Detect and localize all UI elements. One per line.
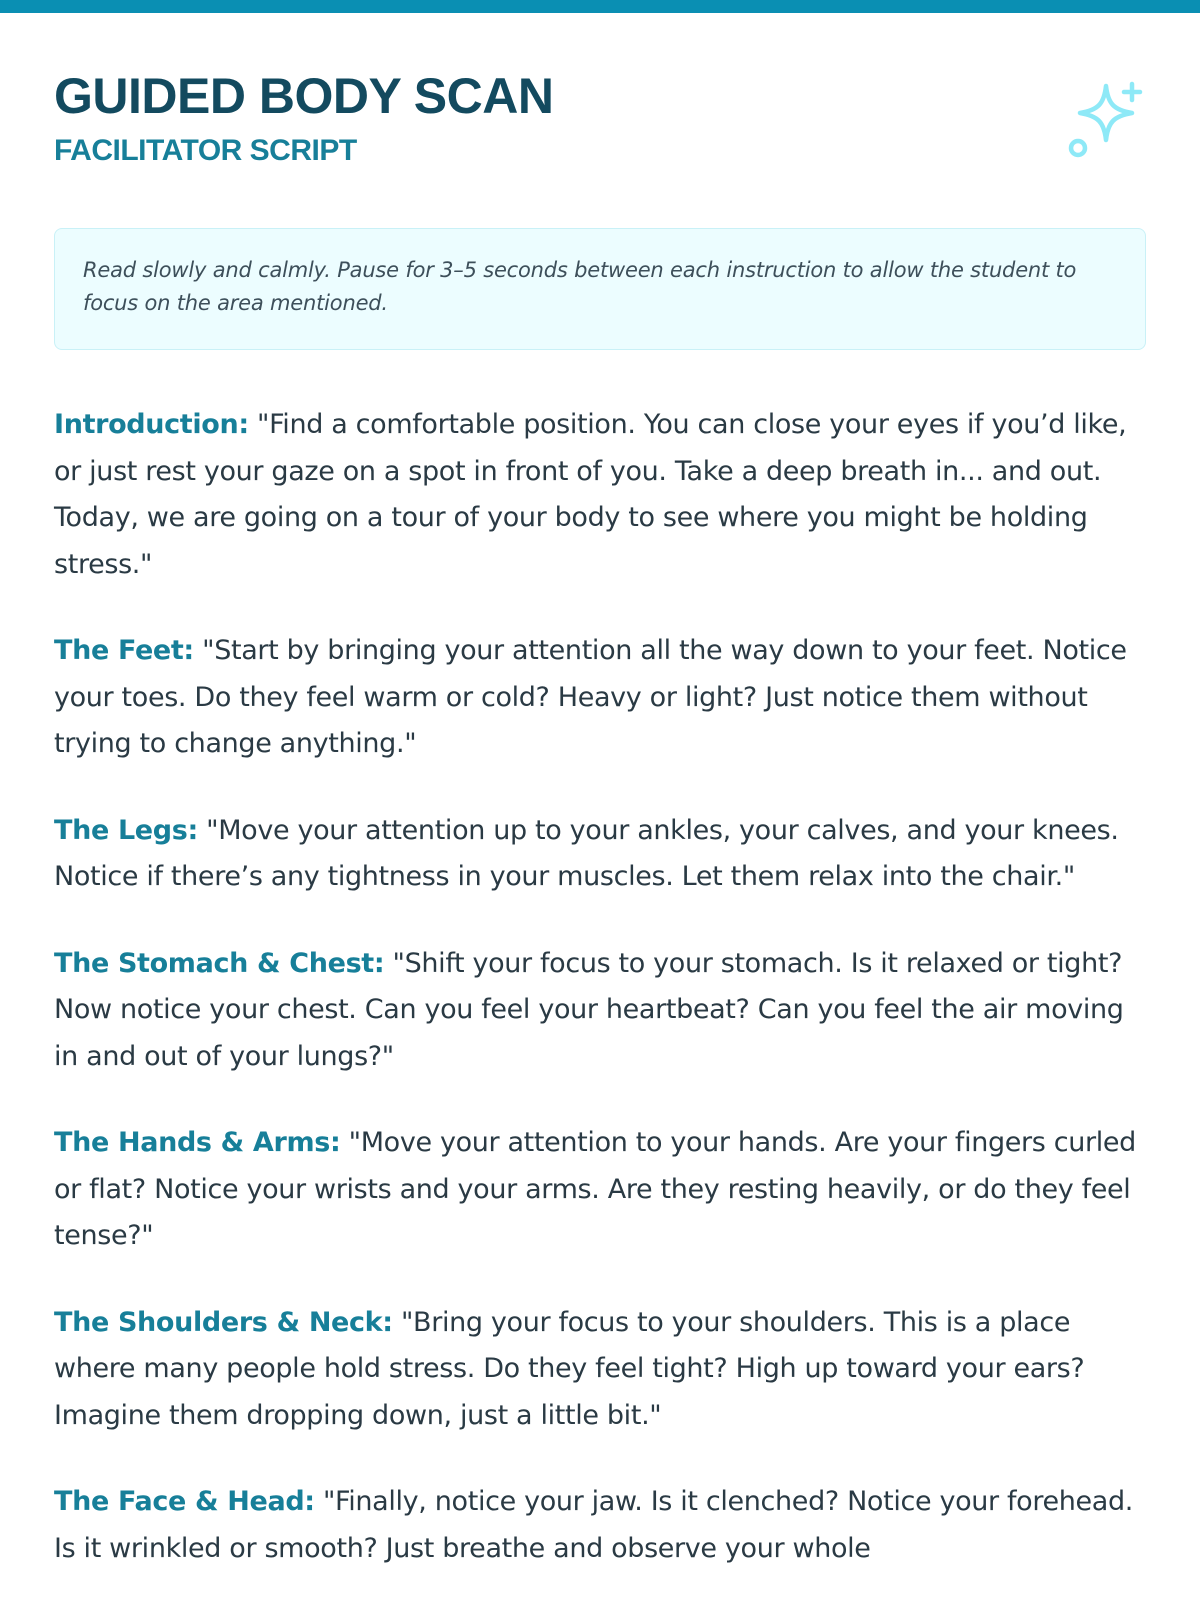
section-text: "Finally, notice your jaw. Is it clenched? Notice your forehead. Is it wrinkled or smooth? Just breathe and observe your whole bbox=[54, 1486, 1133, 1564]
section-text: "Start by bringing your attention all the way down to your feet. Notice your toes. Do they feel warm or cold? Heavy or light? Just notice them without trying to change anything." bbox=[54, 635, 1127, 759]
section-hands-arms bbox=[54, 1120, 1146, 1260]
section-label: The Shoulders & Neck: bbox=[54, 1306, 393, 1338]
section-label: The Legs: bbox=[54, 814, 198, 846]
section-text: "Move your attention to your hands. Are your fingers curled or flat? Notice your wrists and your arms. Are they resting heavily, or do they feel tense?" bbox=[54, 1127, 1136, 1251]
section-face-head bbox=[54, 1479, 1146, 1572]
section-feet bbox=[54, 628, 1146, 768]
section-label: The Hands & Arms: bbox=[54, 1127, 341, 1158]
section-text: "Shift your focus to your stomach. Is it relaxed or tight? Now notice your chest. Can you feel your heartbeat? Can you feel the air moving in and out of your lungs?" bbox=[54, 947, 1124, 1072]
section-stomach-chest bbox=[54, 941, 1146, 1081]
document-header bbox=[54, 0, 1146, 200]
section-text: "Find a comfortable position. You can close your eyes if you’d like, or just rest your gaze on a spot in front of you. Take a deep breath in... and out. Today, we are going on a tour of your body to see where you might be holding stress." bbox=[54, 409, 1127, 580]
section-legs bbox=[54, 808, 1146, 901]
facilitator-note-text: Read slowly and calmly. Pause for 3–5 seconds between each instruction to allow the student to focus on the area mentioned. bbox=[83, 258, 1077, 315]
section-shoulders-neck bbox=[54, 1300, 1146, 1440]
section-text: "Move your attention up to your ankles, your calves, and your knees. Notice if there’s any tightness in your muscles. Let them relax into the chair." bbox=[54, 814, 1119, 892]
section-introduction bbox=[54, 402, 1146, 588]
document-page bbox=[54, 0, 1146, 1564]
script-sections bbox=[54, 402, 1146, 1612]
page-subtitle: FACILITATOR SCRIPT bbox=[54, 134, 357, 167]
section-label: The Feet: bbox=[54, 635, 194, 666]
section-label: The Face & Head: bbox=[54, 1486, 315, 1517]
section-label: The Stomach & Chest: bbox=[54, 947, 385, 979]
page-title: GUIDED BODY SCAN bbox=[54, 68, 554, 124]
sparkle-icon bbox=[1068, 80, 1148, 160]
section-text: "Bring your focus to your shoulders. This is a place where many people hold stress. Do they feel tight? High up toward your ears? Imagine them dropping down, just a little bit." bbox=[54, 1306, 1085, 1431]
facilitator-note bbox=[54, 228, 1146, 350]
section-label: Introduction: bbox=[54, 409, 249, 440]
